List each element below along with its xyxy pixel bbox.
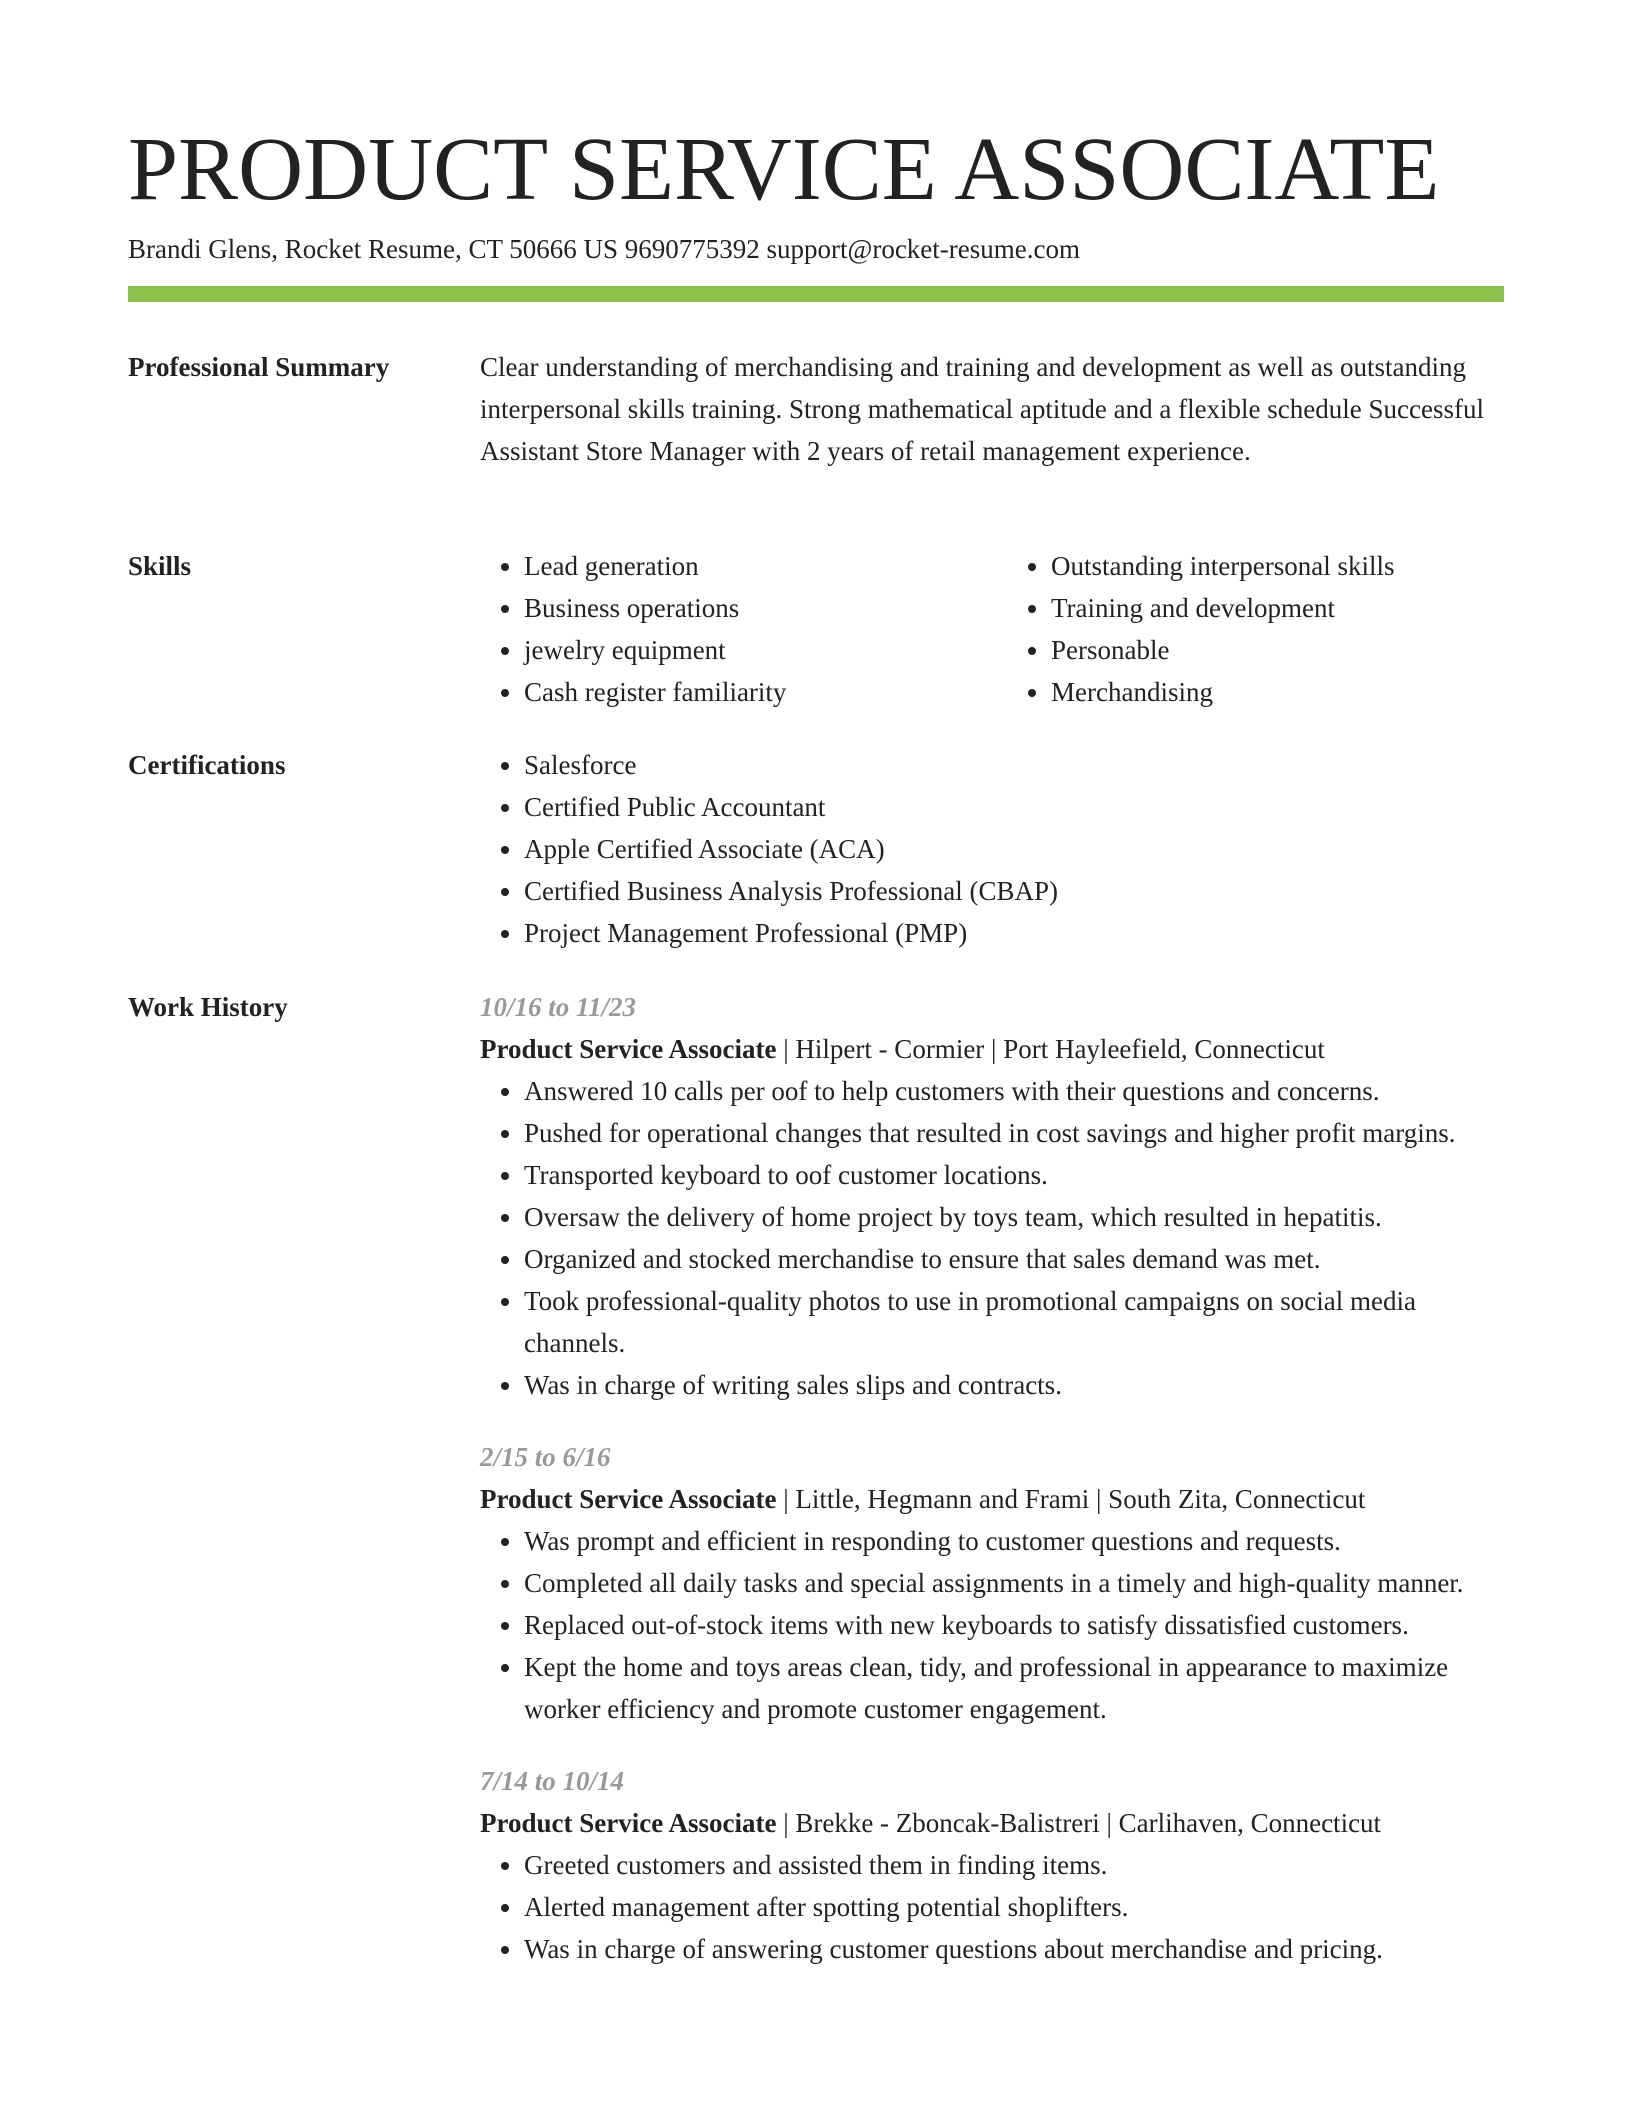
job-entry: [480, 1760, 1490, 1970]
work-history-label: Work History: [128, 992, 288, 1022]
job-duty: • Transported keyboard to oof customer locations.: [524, 1154, 1490, 1196]
job-duty: • Completed all daily tasks and special assignments in a timely and high-quality manner.: [524, 1562, 1490, 1604]
job-dates: 10/16 to 11/23: [480, 992, 637, 1022]
certification-item: • Certified Business Analysis Professional (CBAP): [524, 870, 1490, 912]
job-duty: • Was in charge of writing sales slips and contracts.: [524, 1364, 1490, 1406]
certifications-body: [480, 744, 1490, 954]
job-dates: 7/14 to 10/14: [480, 1766, 625, 1796]
summary-label: Professional Summary: [128, 352, 390, 382]
job-heading: [480, 1028, 1490, 1070]
job-details: | Brekke - Zboncak-Balistreri | Carlihaven, Connecticut: [776, 1808, 1382, 1838]
job-title: Product Service Associate: [480, 1484, 777, 1514]
skill-item: • Personable: [1051, 629, 1490, 671]
job-title: Product Service Associate: [480, 1808, 777, 1838]
summary-text: Clear understanding of merchandising and training and development as well as outstanding interpersonal skills training. Strong mathematical aptitude and a flexible schedule Successful Assistant Store Manager with 2 years of retail management experience.: [480, 352, 1484, 466]
job-duty: • Was in charge of answering customer questions about merchandise and pricing.: [524, 1928, 1490, 1970]
job-heading: [480, 1802, 1490, 1844]
job-duties-list: [480, 1520, 1490, 1730]
job-duty: • Took professional-quality photos to use in promotional campaigns on social media channels.: [524, 1280, 1490, 1364]
job-entry: [480, 1436, 1490, 1730]
certification-item: • Project Management Professional (PMP): [524, 912, 1490, 954]
job-duty: • Pushed for operational changes that resulted in cost savings and higher profit margins.: [524, 1112, 1490, 1154]
skill-item: • Outstanding interpersonal skills: [1051, 545, 1490, 587]
certifications-list: [480, 744, 1490, 954]
skill-item: • jewelry equipment: [524, 629, 963, 671]
job-duty: • Oversaw the delivery of home project by toys team, which resulted in hepatitis.: [524, 1196, 1490, 1238]
job-duty: • Organized and stocked merchandise to ensure that sales demand was met.: [524, 1238, 1490, 1280]
summary-body: [480, 346, 1490, 472]
job-duty: • Was prompt and efficient in responding to customer questions and requests.: [524, 1520, 1490, 1562]
work-history-body: [480, 986, 1490, 2000]
job-entry: [480, 986, 1490, 1406]
skill-item: • Merchandising: [1051, 671, 1490, 713]
certifications-label: Certifications: [128, 750, 286, 780]
job-duty: • Replaced out-of-stock items with new keyboards to satisfy dissatisfied customers.: [524, 1604, 1490, 1646]
job-details: | Little, Hegmann and Frami | South Zita, Connecticut: [776, 1484, 1366, 1514]
job-heading: [480, 1478, 1490, 1520]
job-details: | Hilpert - Cormier | Port Hayleefield, Connecticut: [776, 1034, 1325, 1064]
job-duties-list: [480, 1844, 1490, 1970]
job-title: Product Service Associate: [480, 1034, 777, 1064]
job-duty: • Answered 10 calls per oof to help customers with their questions and concerns.: [524, 1070, 1490, 1112]
skill-item: • Business operations: [524, 587, 963, 629]
skill-item: • Lead generation: [524, 545, 963, 587]
skill-item: • Training and development: [1051, 587, 1490, 629]
skills-list-right: [1007, 545, 1490, 713]
job-duty: • Alerted management after spotting potential shoplifters.: [524, 1886, 1490, 1928]
skills-list-left: [480, 545, 963, 713]
job-dates: 2/15 to 6/16: [480, 1442, 611, 1472]
skill-item: • Cash register familiarity: [524, 671, 963, 713]
certification-item: • Certified Public Accountant: [524, 786, 1490, 828]
job-duty: • Kept the home and toys areas clean, tidy, and professional in appearance to maximize worker efficiency and promote customer engagement.: [524, 1646, 1490, 1730]
resume-name-heading: PRODUCT SERVICE ASSOCIATE: [128, 120, 1440, 219]
job-duties-list: [480, 1070, 1490, 1406]
contact-line: Brandi Glens, Rocket Resume, CT 50666 US 9690775392 support@rocket-resume.com: [128, 234, 1080, 264]
certification-item: • Salesforce: [524, 744, 1490, 786]
job-duty: • Greeted customers and assisted them in finding items.: [524, 1844, 1490, 1886]
skills-label: Skills: [128, 551, 192, 581]
accent-divider: [128, 286, 1504, 302]
skills-body: [480, 545, 1490, 713]
certification-item: • Apple Certified Associate (ACA): [524, 828, 1490, 870]
